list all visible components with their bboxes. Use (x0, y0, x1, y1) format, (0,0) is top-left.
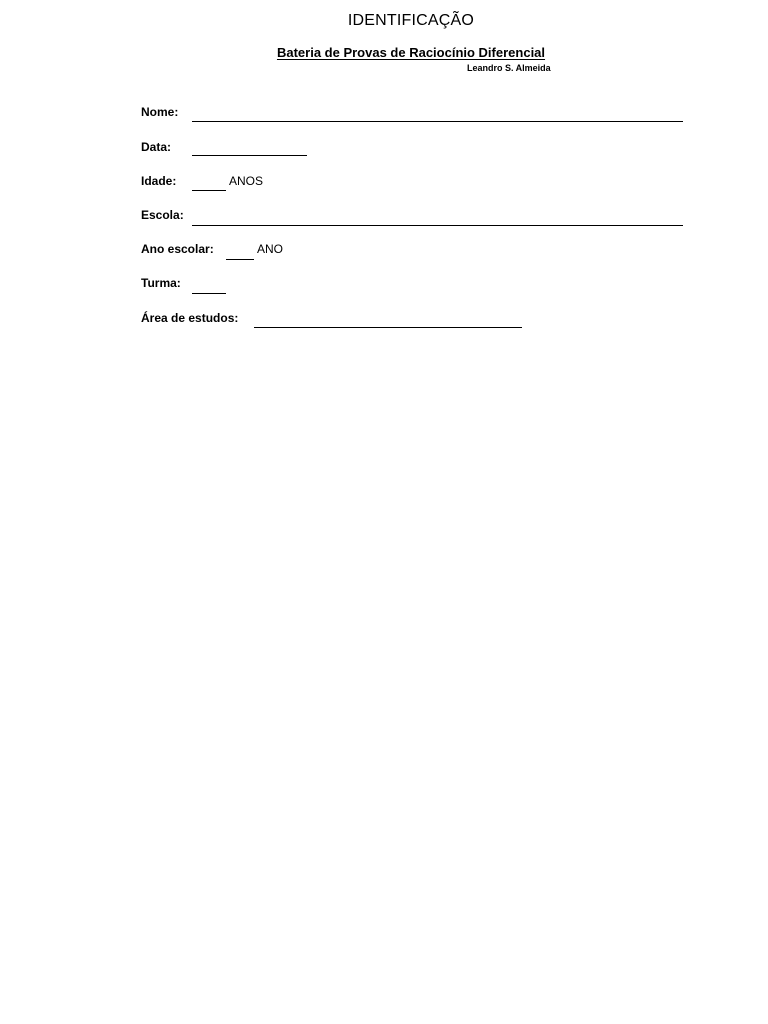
nome-label: Nome: (141, 105, 179, 119)
escola-field[interactable] (192, 225, 683, 226)
turma-label: Turma: (141, 276, 181, 290)
area-estudos-label: Área de estudos: (141, 311, 239, 325)
escola-label: Escola: (141, 208, 184, 222)
page-title: IDENTIFICAÇÃO (347, 12, 475, 29)
idade-label: Idade: (141, 174, 177, 188)
area-estudos-field[interactable] (254, 327, 522, 328)
turma-field[interactable] (192, 293, 226, 294)
idade-field[interactable] (192, 190, 226, 191)
ano-escolar-field[interactable] (226, 259, 254, 260)
author-name: Leandro S. Almeida (467, 63, 551, 73)
idade-suffix: ANOS (229, 174, 264, 188)
nome-field[interactable] (192, 121, 683, 122)
ano-escolar-suffix: ANO (257, 242, 284, 256)
ano-escolar-label: Ano escolar: (141, 242, 214, 256)
data-label: Data: (141, 140, 172, 154)
data-field[interactable] (192, 155, 307, 156)
document-subtitle: Bateria de Provas de Raciocínio Diferencial (276, 45, 546, 60)
